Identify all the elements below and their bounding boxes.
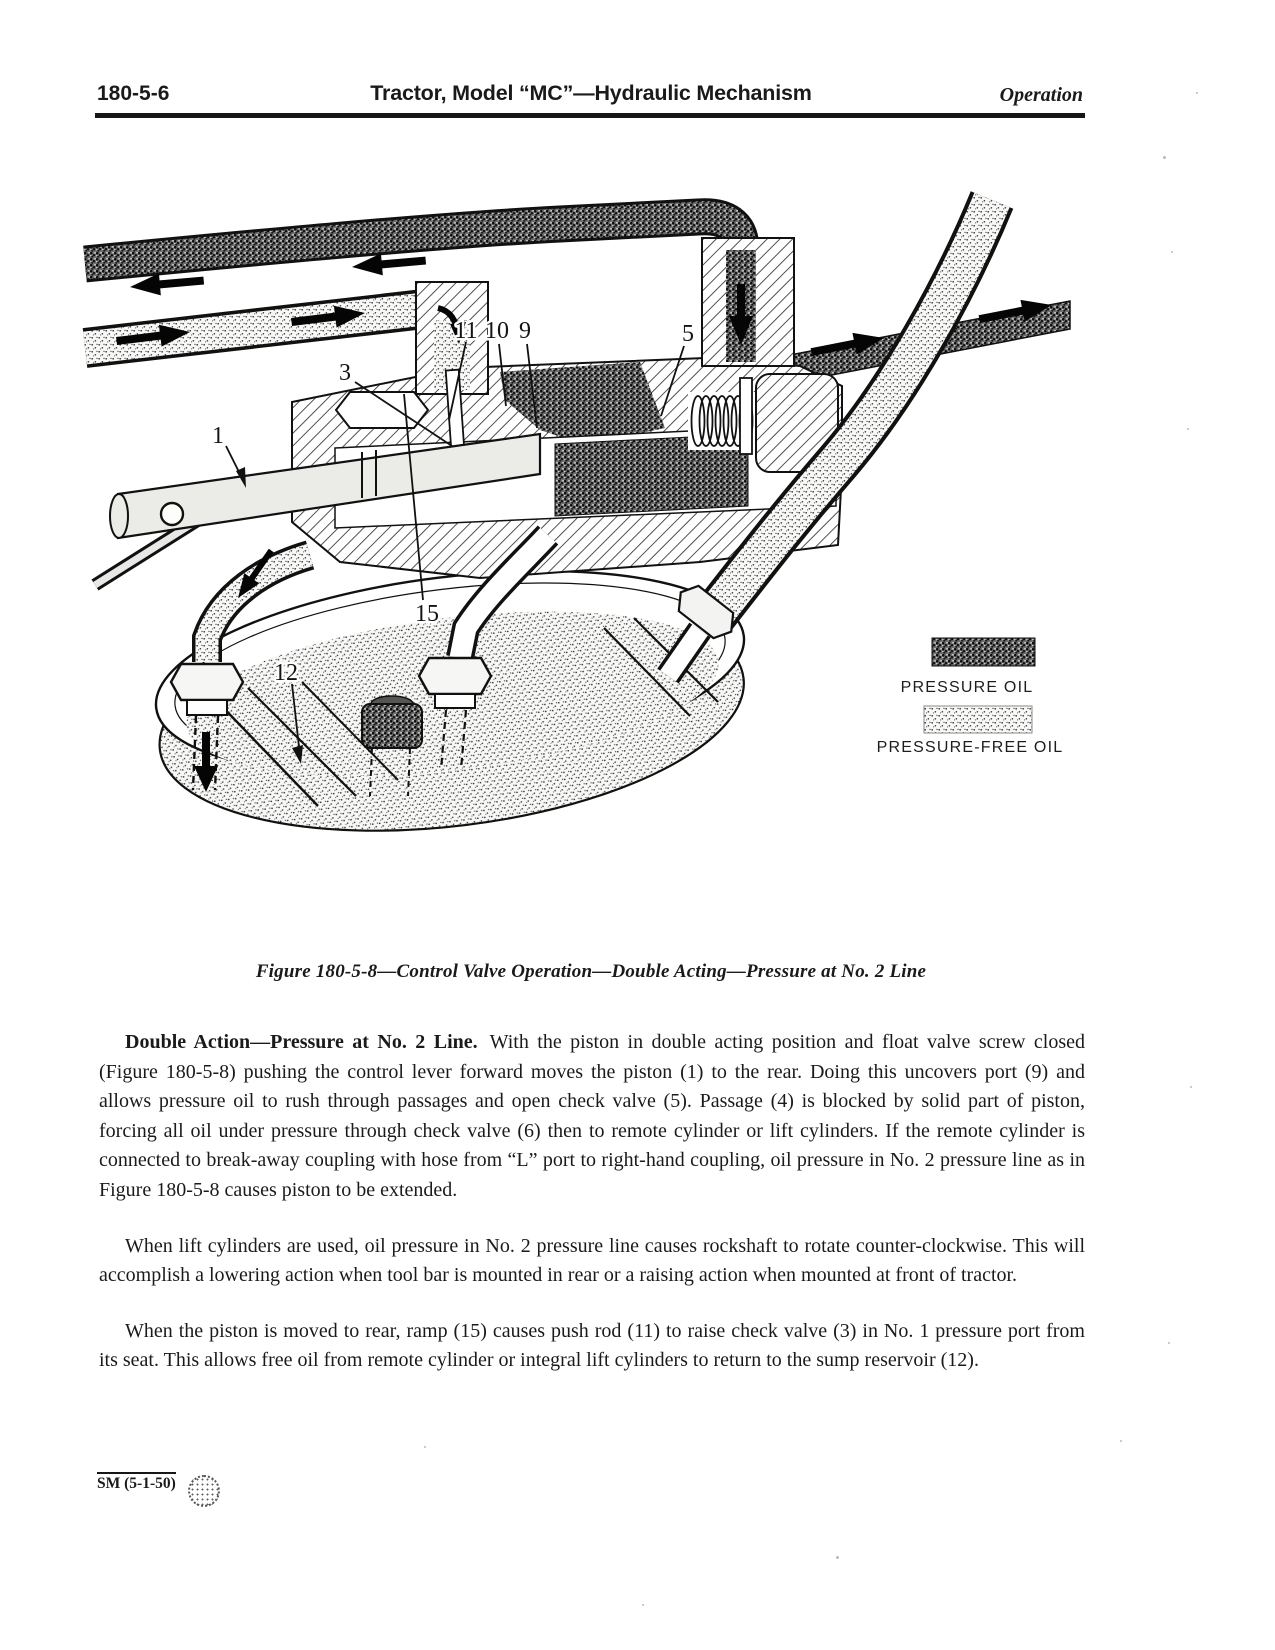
callout-3: 3 [339, 360, 351, 386]
inlet-pressure-pipe [85, 302, 450, 352]
bolt-head [336, 392, 428, 428]
pipe-nut [419, 658, 491, 694]
header-rule [95, 113, 1085, 118]
scan-noise-dot [1196, 92, 1198, 94]
callout-5: 5 [682, 321, 694, 347]
scan-noise-dot [424, 1446, 426, 1448]
callout-10: 10 [485, 318, 509, 344]
control-valve-figure [75, 168, 1127, 930]
service-manual-mark: SM (5-1-50) [97, 1472, 176, 1493]
callout-12: 12 [274, 660, 298, 686]
callout-15: 15 [415, 601, 439, 627]
paragraph-1 [99, 1028, 1085, 1206]
paragraph-1-heading: Double Action—Pressure at No. 2 Line. [125, 1031, 478, 1053]
callout-11: 11 [454, 318, 478, 344]
scan-noise-dot [1187, 428, 1189, 430]
body-text [99, 1028, 1085, 1402]
trademark-stamp-icon [188, 1475, 220, 1507]
scan-noise-dot [642, 1604, 644, 1606]
scan-noise-dot [1163, 156, 1166, 159]
clevis-hole [161, 503, 183, 525]
paragraph-3: When the piston is moved to rear, ramp (15) causes push rod (11) to raise check valve (3) in No. 1 pressure port from its seat. This allows free oil from remote cylinder or integral lift cylinders to return to the sump reservoir (12). [99, 1319, 1085, 1372]
check-valve-pin [740, 378, 752, 454]
scan-noise-dot [836, 1556, 839, 1559]
pressure-oil-swatch [932, 638, 1035, 666]
pipe-nut [171, 664, 243, 700]
callout-1: 1 [212, 423, 224, 449]
figure-caption: Figure 180-5-8—Control Valve Operation—Double Acting—Pressure at No. 2 Line [255, 961, 927, 982]
paragraph-1-text: With the piston in double acting position and float valve screw closed (Figure 180-5-8) pushing the control lever forward moves the piston (1) to the rear. Doing this uncovers port (9) and allows pressure oil to rush through passages and open check valve (5). Passage (4) is blocked by solid part of piston, forcing all oil under pressure through check valve (6) then to remote cylinder or lift cylinders. If the remote cylinder is connected to break-away coupling with hose from “L” port to right-hand coupling, oil pressure in No. 2 pressure line as in Figure 180-5-8 causes piston to be extended. [99, 1031, 1086, 1201]
section-label: Operation [999, 84, 1083, 106]
figure-legend [877, 638, 1064, 756]
callout-9: 9 [519, 318, 531, 344]
pressure-oil-label: PRESSURE OIL [900, 679, 1034, 696]
pressure-free-oil-label: PRESSURE-FREE OIL [876, 739, 1064, 756]
page-number: 180-5-6 [97, 82, 170, 105]
scan-noise-dot [1190, 1086, 1192, 1088]
page-title: Tractor, Model “MC”—Hydraulic Mechanism [370, 81, 812, 105]
scan-noise-dot [1120, 1440, 1122, 1442]
paragraph-2: When lift cylinders are used, oil pressure in No. 2 pressure line causes rockshaft to rotate counter-clockwise. This will accomplish a lowering action when tool bar is mounted in rear or a raising action when mounted at front of tractor. [99, 1234, 1085, 1287]
scan-noise-dot [1168, 1342, 1170, 1344]
scan-noise-dot [1171, 251, 1173, 253]
pressure-free-oil-swatch [924, 706, 1032, 733]
